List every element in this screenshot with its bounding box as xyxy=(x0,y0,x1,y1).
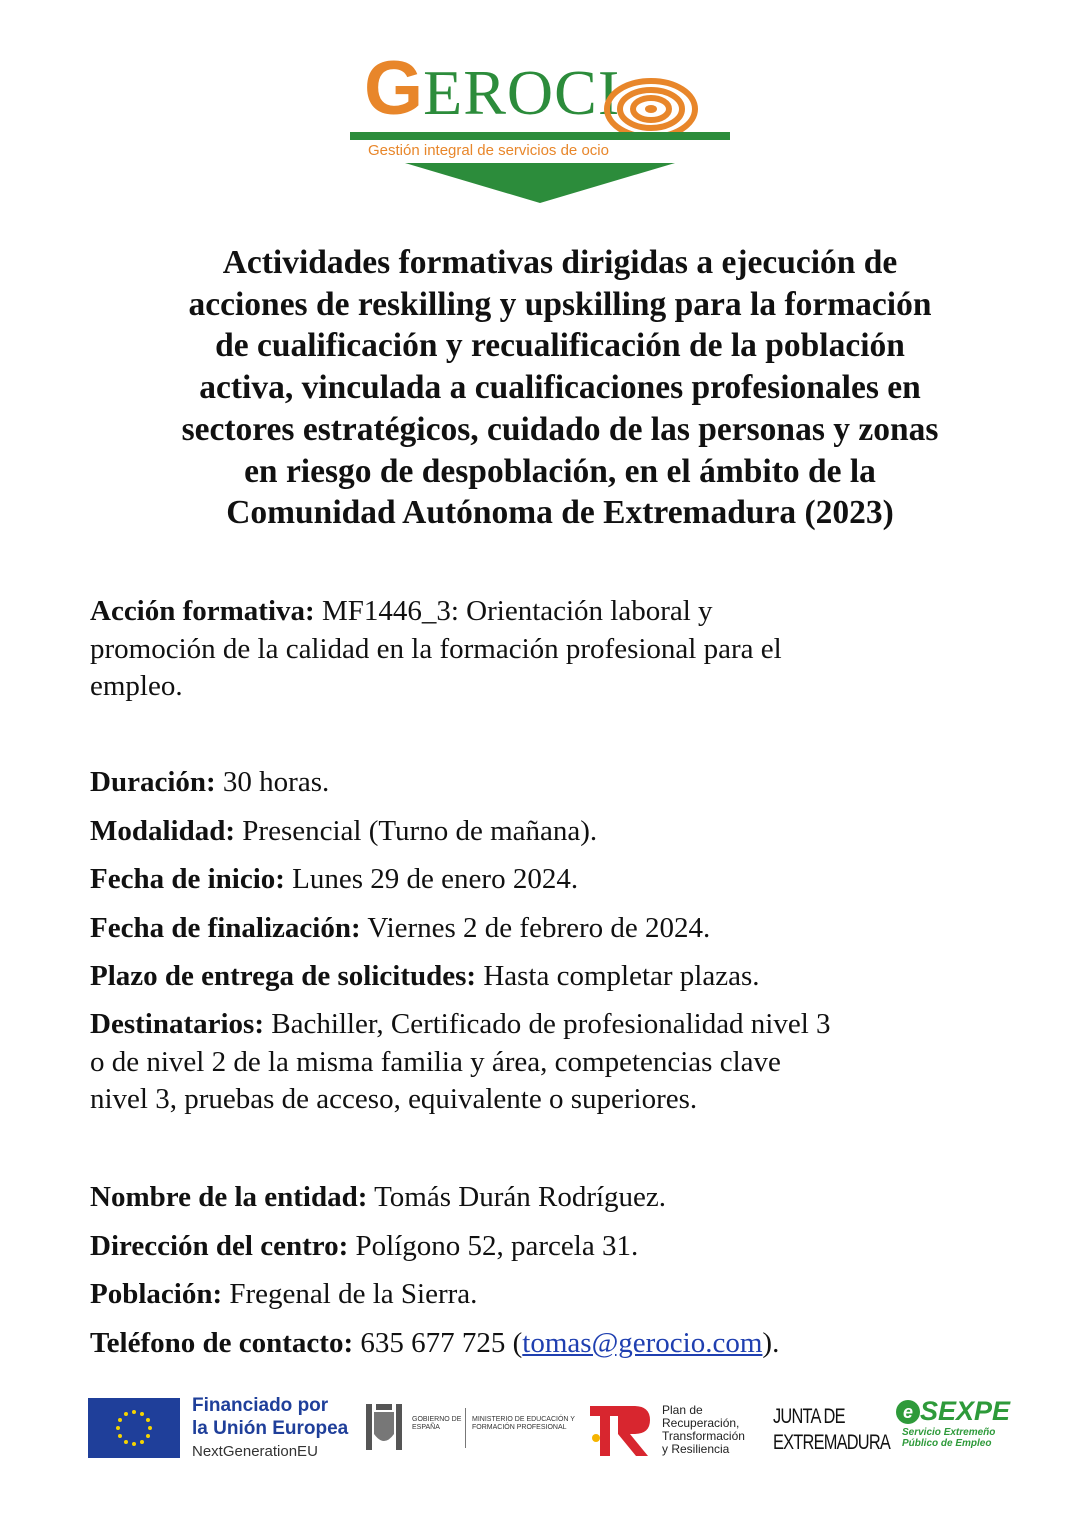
plazo-field xyxy=(90,957,760,995)
email-link[interactable]: tomas@gerocio.com xyxy=(522,1327,763,1359)
modalidad-value: Presencial (Turno de mañana). xyxy=(235,815,598,847)
plan-line-4: y Resiliencia xyxy=(662,1442,730,1456)
funding-footer xyxy=(0,1392,1080,1472)
title-line: acciones de reskilling y upskilling para la formación xyxy=(188,285,932,323)
document-title xyxy=(130,242,990,534)
gobierno-text: GOBIERNO DE ESPAÑA xyxy=(412,1416,462,1431)
duracion-value: 30 horas. xyxy=(215,766,330,798)
eu-line-1: Financiado por xyxy=(192,1395,329,1416)
ministerio-text: MINISTERIO DE EDUCACIÓN Y FORMACIÓN PROFESIONAL xyxy=(472,1416,575,1431)
coat-of-arms-icon xyxy=(362,1400,406,1456)
poblacion-field xyxy=(90,1275,477,1313)
eu-stars-icon xyxy=(88,1398,180,1458)
fecha-inicio-value: Lunes 29 de enero 2024. xyxy=(284,863,579,895)
accion-formativa xyxy=(90,593,990,706)
footer-divider xyxy=(465,1408,466,1448)
sexpe-sub-1: Servicio Extremeño xyxy=(902,1427,996,1438)
destinatarios-label: Destinatarios: xyxy=(90,1008,264,1040)
logo-letter-g: G xyxy=(364,46,424,131)
entidad-field xyxy=(90,1178,666,1216)
eu-flag-icon xyxy=(88,1398,180,1458)
accion-value-1: MF1446_3: Orientación laboral y xyxy=(314,595,713,627)
fecha-fin-label: Fecha de finalización: xyxy=(90,912,361,944)
sexpe-logo xyxy=(896,1396,1010,1449)
plan-line-2: Recuperación, xyxy=(662,1416,740,1430)
junta-extremadura-logo xyxy=(773,1404,890,1456)
destinatarios-value-1: Bachiller, Certificado de profesionalidad nivel 3 xyxy=(263,1008,831,1040)
telefono-field xyxy=(90,1324,779,1362)
title-line: Comunidad Autónoma de Extremadura (2023) xyxy=(226,494,894,532)
plazo-value: Hasta completar plazas. xyxy=(476,960,760,992)
logo-name: EROCI xyxy=(423,57,621,128)
modalidad-label: Modalidad: xyxy=(90,815,236,847)
junta-line-2: EXTREMADURA xyxy=(773,1431,891,1454)
sexpe-sub-2: Público de Empleo xyxy=(902,1438,992,1449)
title-line: activa, vinculada a cualificaciones profesionales en xyxy=(199,369,921,407)
fecha-fin-value: Viernes 2 de febrero de 2024. xyxy=(360,912,711,944)
recovery-plan-icon xyxy=(588,1398,654,1458)
fecha-inicio-label: Fecha de inicio: xyxy=(90,863,285,895)
accion-value-2: promoción de la calidad en la formación profesional para el xyxy=(90,632,782,665)
entidad-label: Nombre de la entidad: xyxy=(90,1181,368,1213)
title-line: Actividades formativas dirigidas a ejecución de xyxy=(222,244,898,281)
duracion-field xyxy=(90,763,329,801)
direccion-value: Polígono 52, parcela 31. xyxy=(348,1230,639,1262)
plan-line-1: Plan de xyxy=(662,1403,703,1417)
telefono-label: Teléfono de contacto: xyxy=(90,1327,354,1359)
direccion-label: Dirección del centro: xyxy=(90,1230,349,1262)
destinatarios-value-2: o de nivel 2 de la misma familia y área, competencias clave xyxy=(90,1045,781,1078)
fecha-fin-field xyxy=(90,909,710,947)
title-line: de cualificación y recualificación de la población xyxy=(215,327,905,365)
modalidad-field xyxy=(90,812,597,850)
destinatarios-value-3: nivel 3, pruebas de acceso, equivalente o superiores. xyxy=(90,1083,698,1115)
eu-funding-text xyxy=(192,1394,348,1463)
recovery-plan-text xyxy=(662,1404,762,1456)
fecha-inicio-field xyxy=(90,860,578,898)
destinatarios-field xyxy=(90,1006,990,1119)
plan-line-3: Transformación xyxy=(662,1429,745,1443)
telefono-value: 635 677 725 ( xyxy=(353,1327,523,1359)
logo-bar xyxy=(350,132,730,140)
direccion-field xyxy=(90,1227,638,1265)
logo-wordmark xyxy=(364,46,621,131)
sexpe-name: SEXPE xyxy=(920,1396,1011,1426)
sexpe-e-icon: e xyxy=(896,1400,920,1424)
accion-value-3: empleo. xyxy=(90,670,183,702)
eu-line-2: la Unión Europea xyxy=(192,1418,349,1439)
plazo-label: Plazo de entrega de solicitudes: xyxy=(90,960,477,992)
logo-tagline: Gestión integral de servicios de ocio xyxy=(368,142,609,159)
junta-line-1: JUNTA DE xyxy=(773,1405,845,1428)
logo-triangle xyxy=(405,163,675,205)
entidad-value: Tomás Durán Rodríguez. xyxy=(367,1181,667,1213)
eu-line-3: NextGenerationEU xyxy=(192,1443,318,1460)
title-line: en riesgo de despoblación, en el ámbito de la xyxy=(244,452,876,490)
telefono-after: ). xyxy=(762,1327,780,1359)
spiral-icon xyxy=(604,78,698,140)
duracion-label: Duración: xyxy=(90,766,216,798)
title-line: sectores estratégicos, cuidado de las personas y zonas xyxy=(181,410,939,448)
poblacion-label: Población: xyxy=(90,1278,223,1310)
poblacion-value: Fregenal de la Sierra. xyxy=(222,1278,478,1310)
accion-label: Acción formativa: xyxy=(90,595,315,627)
gerocio-logo xyxy=(350,40,735,210)
